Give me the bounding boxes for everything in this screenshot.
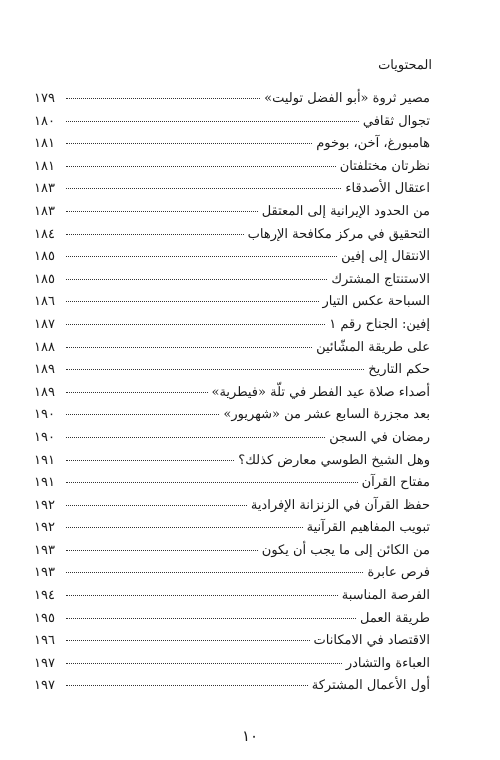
toc-entry bbox=[34, 450, 430, 473]
dot-leader bbox=[66, 324, 325, 325]
toc-entry-page: ١٨٥ bbox=[34, 249, 55, 265]
toc-entry bbox=[34, 495, 430, 518]
toc-entry bbox=[34, 653, 430, 676]
toc-entry bbox=[34, 156, 430, 179]
toc-entry-page: ١٩٦ bbox=[34, 633, 55, 649]
dot-leader bbox=[66, 256, 337, 257]
toc-entry-page: ١٨٩ bbox=[34, 384, 55, 400]
toc-entry bbox=[34, 472, 430, 495]
toc-entry-page: ١٩٥ bbox=[34, 610, 55, 626]
dot-leader bbox=[66, 505, 247, 506]
toc-entry-title: التحقيق في مركز مكافحة الإرهاب bbox=[247, 226, 430, 242]
dot-leader bbox=[66, 437, 325, 438]
toc-entry-title: مفتاح القرآن bbox=[361, 475, 430, 491]
toc-entry-page: ١٨٣ bbox=[34, 203, 55, 219]
toc-entry-page: ١٩٠ bbox=[34, 429, 55, 445]
toc-entry-page: ١٩١ bbox=[34, 475, 55, 491]
toc-entry-title: الاستنتاج المشترك bbox=[331, 271, 430, 287]
toc-entry bbox=[34, 517, 430, 540]
toc-entry-page: ١٩٧ bbox=[34, 655, 55, 671]
dot-leader bbox=[66, 98, 260, 99]
dot-leader bbox=[66, 663, 342, 664]
toc-entry bbox=[34, 178, 430, 201]
toc-entry-page: ١٩٢ bbox=[34, 520, 55, 536]
toc-entry bbox=[34, 585, 430, 608]
toc-entry bbox=[34, 246, 430, 269]
toc-entry bbox=[34, 314, 430, 337]
toc-entry-page: ١٨٦ bbox=[34, 294, 55, 310]
running-header: المحتويات bbox=[378, 58, 432, 73]
toc-entry-title: أصداء صلاة عيد الفطر في تلّة «فيطرية» bbox=[211, 384, 430, 400]
toc-entry-title: اعتقال الأصدقاء bbox=[345, 181, 430, 197]
dot-leader bbox=[66, 685, 308, 686]
dot-leader bbox=[66, 279, 327, 280]
toc-entry-title: تبويب المفاهيم القرآنية bbox=[306, 520, 430, 536]
toc-entry-page: ١٨٣ bbox=[34, 181, 55, 197]
toc-entry-page: ١٨١ bbox=[34, 158, 55, 174]
table-of-contents bbox=[34, 88, 430, 698]
dot-leader bbox=[66, 414, 219, 415]
dot-leader bbox=[66, 572, 363, 573]
toc-entry-page: ١٩١ bbox=[34, 452, 55, 468]
toc-entry-title: مصير ثروة «أبو الفضل توليت» bbox=[264, 91, 430, 106]
toc-entry-title: بعد مجزرة السابع عشر من «شهريور» bbox=[223, 407, 430, 423]
toc-entry bbox=[34, 562, 430, 585]
toc-entry-page: ١٨٩ bbox=[34, 362, 55, 378]
toc-entry bbox=[34, 291, 430, 314]
toc-entry-title: تجوال ثقافي bbox=[362, 113, 430, 129]
dot-leader bbox=[66, 460, 234, 461]
toc-entry-page: ١٩٠ bbox=[34, 407, 55, 423]
toc-entry-page: ١٩٣ bbox=[34, 565, 55, 581]
toc-entry bbox=[34, 269, 430, 292]
dot-leader bbox=[66, 640, 310, 641]
toc-entry-title: إفين: الجناح رقم ١ bbox=[329, 316, 430, 332]
toc-entry-title: طريقة العمل bbox=[359, 610, 430, 626]
dot-leader bbox=[66, 618, 356, 619]
dot-leader bbox=[66, 211, 258, 212]
toc-entry-title: الانتقال إلى إفين bbox=[341, 249, 430, 265]
toc-entry-page: ١٨٨ bbox=[34, 339, 55, 355]
dot-leader bbox=[66, 369, 364, 370]
toc-entry bbox=[34, 224, 430, 247]
toc-entry-title: رمضان في السجن bbox=[329, 429, 430, 445]
toc-entry-page: ١٧٩ bbox=[34, 91, 55, 106]
toc-entry-title: العباءة والتشادر bbox=[345, 655, 430, 671]
dot-leader bbox=[66, 166, 336, 167]
toc-entry-page: ١٨٤ bbox=[34, 226, 55, 242]
toc-entry-page: ١٨٠ bbox=[34, 113, 55, 129]
toc-entry-title: الاقتصاد في الامكانات bbox=[313, 633, 430, 649]
toc-entry-page: ١٨١ bbox=[34, 136, 55, 152]
dot-leader bbox=[66, 347, 312, 348]
dot-leader bbox=[66, 188, 341, 189]
toc-entry-title: فرص عابرة bbox=[367, 565, 430, 581]
toc-entry bbox=[34, 337, 430, 360]
toc-entry-title: حفظ القرآن في الزنزانة الإفرادية bbox=[250, 497, 430, 513]
toc-entry bbox=[34, 359, 430, 382]
toc-entry-title: من الحدود الإيرانية إلى المعتقل bbox=[261, 203, 430, 219]
toc-entry bbox=[34, 382, 430, 405]
dot-leader bbox=[66, 234, 244, 235]
dot-leader bbox=[66, 121, 359, 122]
toc-entry-page: ١٩٢ bbox=[34, 497, 55, 513]
toc-entry-title: على طريقة المشّائين bbox=[316, 339, 430, 355]
toc-entry-page: ١٨٥ bbox=[34, 271, 55, 287]
toc-entry-title: نظرتان مختلفتان bbox=[339, 158, 430, 174]
toc-entry bbox=[34, 111, 430, 134]
toc-entry bbox=[34, 88, 430, 111]
toc-entry bbox=[34, 608, 430, 631]
toc-entry-title: السباحة عكس التيار bbox=[322, 294, 430, 310]
toc-entry-page: ١٨٧ bbox=[34, 316, 55, 332]
toc-entry-page: ١٩٣ bbox=[34, 542, 55, 558]
toc-entry-title: هامبورغ، آخن، بوخوم bbox=[316, 136, 430, 152]
toc-entry-title: حكم التاريخ bbox=[368, 362, 430, 378]
dot-leader bbox=[66, 143, 312, 144]
toc-entry bbox=[34, 133, 430, 156]
toc-entry bbox=[34, 675, 430, 698]
toc-entry bbox=[34, 427, 430, 450]
dot-leader bbox=[66, 482, 358, 483]
toc-entry bbox=[34, 630, 430, 653]
toc-entry-title: الفرصة المناسبة bbox=[341, 588, 430, 604]
dot-leader bbox=[66, 595, 338, 596]
dot-leader bbox=[66, 527, 303, 528]
dot-leader bbox=[66, 301, 319, 302]
toc-entry bbox=[34, 404, 430, 427]
page-number: ١٠ bbox=[241, 727, 259, 745]
toc-entry bbox=[34, 201, 430, 224]
toc-entry bbox=[34, 540, 430, 563]
toc-entry-page: ١٩٧ bbox=[34, 678, 55, 694]
toc-entry-page: ١٩٤ bbox=[34, 588, 55, 604]
toc-entry-title: من الكائن إلى ما يجب أن يكون bbox=[261, 542, 430, 558]
dot-leader bbox=[66, 550, 258, 551]
toc-entry-title: وهل الشيخ الطوسي معارض كذلك؟ bbox=[238, 452, 430, 468]
dot-leader bbox=[66, 392, 208, 393]
toc-entry-title: أول الأعمال المشتركة bbox=[311, 678, 430, 694]
